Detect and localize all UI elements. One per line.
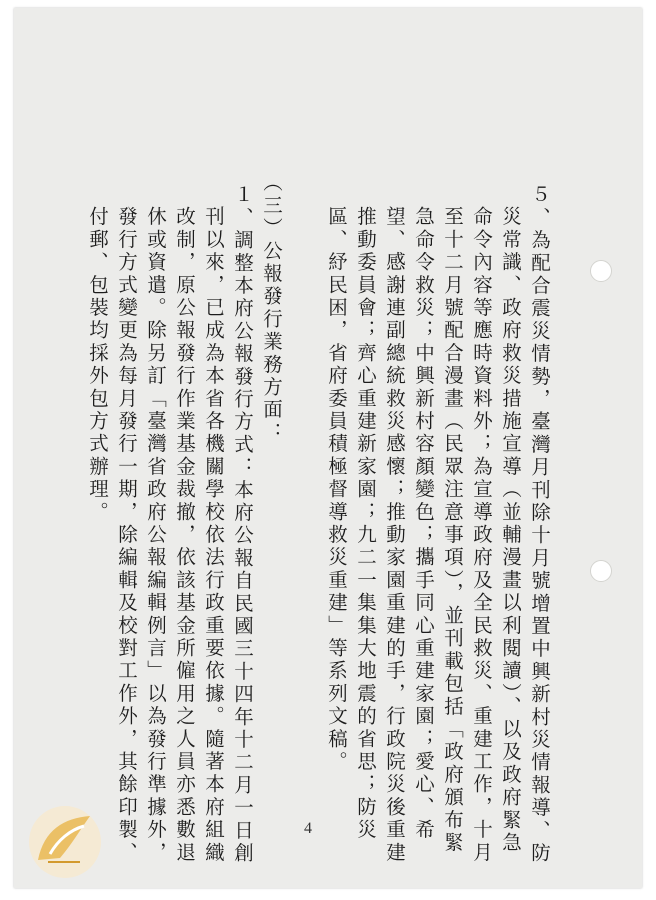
watermark-logo-icon: [20, 800, 110, 882]
text-column: 望、感謝連副總統救災感懷；推動家園重建的手，行政院災後重建: [383, 206, 406, 865]
text-column: 休或資遣。除另訂「臺灣省政府公報編輯例言」以為發行準據外，: [144, 206, 167, 865]
text-column: 付郵、包裝均採外包方式辦理。: [86, 206, 109, 524]
text-column: 發行方式變更為每月發行一期，除編輯及校對工作外，其餘印製、: [115, 206, 138, 865]
text-column: １、調整本府公報發行方式：本府公報自民國三十四年十二月一日創: [231, 184, 254, 865]
document-page: [14, 8, 642, 888]
text-column: 刊以來，已成為本省各機關學校依法行政重要依據。隨著本府組織: [202, 206, 225, 865]
text-column: 命令內容等應時資料外；為宣導政府及全民救災、重建工作，十月: [470, 206, 493, 865]
text-column: 區、紓民困，省府委員積極督導救災重建」等系列文稿。: [325, 206, 348, 774]
punch-hole: [590, 560, 612, 582]
page-number: 4: [304, 820, 312, 837]
section-heading: （三）公報發行業務方面：: [260, 172, 283, 445]
text-column: 至十二月號配合漫畫（民眾注意事項），並刊載包括「政府頒布緊: [441, 206, 464, 855]
text-column: 推動委員會；齊心重建新家園；九二一集集大地震的省思；防災: [354, 206, 377, 842]
text-column: 災常識、政府救災措施宣導（並輔漫畫以利閱讀）、以及政府緊急: [499, 206, 522, 855]
punch-hole: [590, 260, 612, 282]
text-column: 改制，原公報發行作業基金裁撤，依該基金所僱用之人員亦悉數退: [173, 206, 196, 865]
text-column: ５、為配合震災情勢，臺灣月刊除十月號增置中興新村災情報導、防: [528, 184, 551, 865]
text-column: 急命令救災；中興新村容顏變色；攜手同心重建家園；愛心、希: [412, 206, 435, 842]
